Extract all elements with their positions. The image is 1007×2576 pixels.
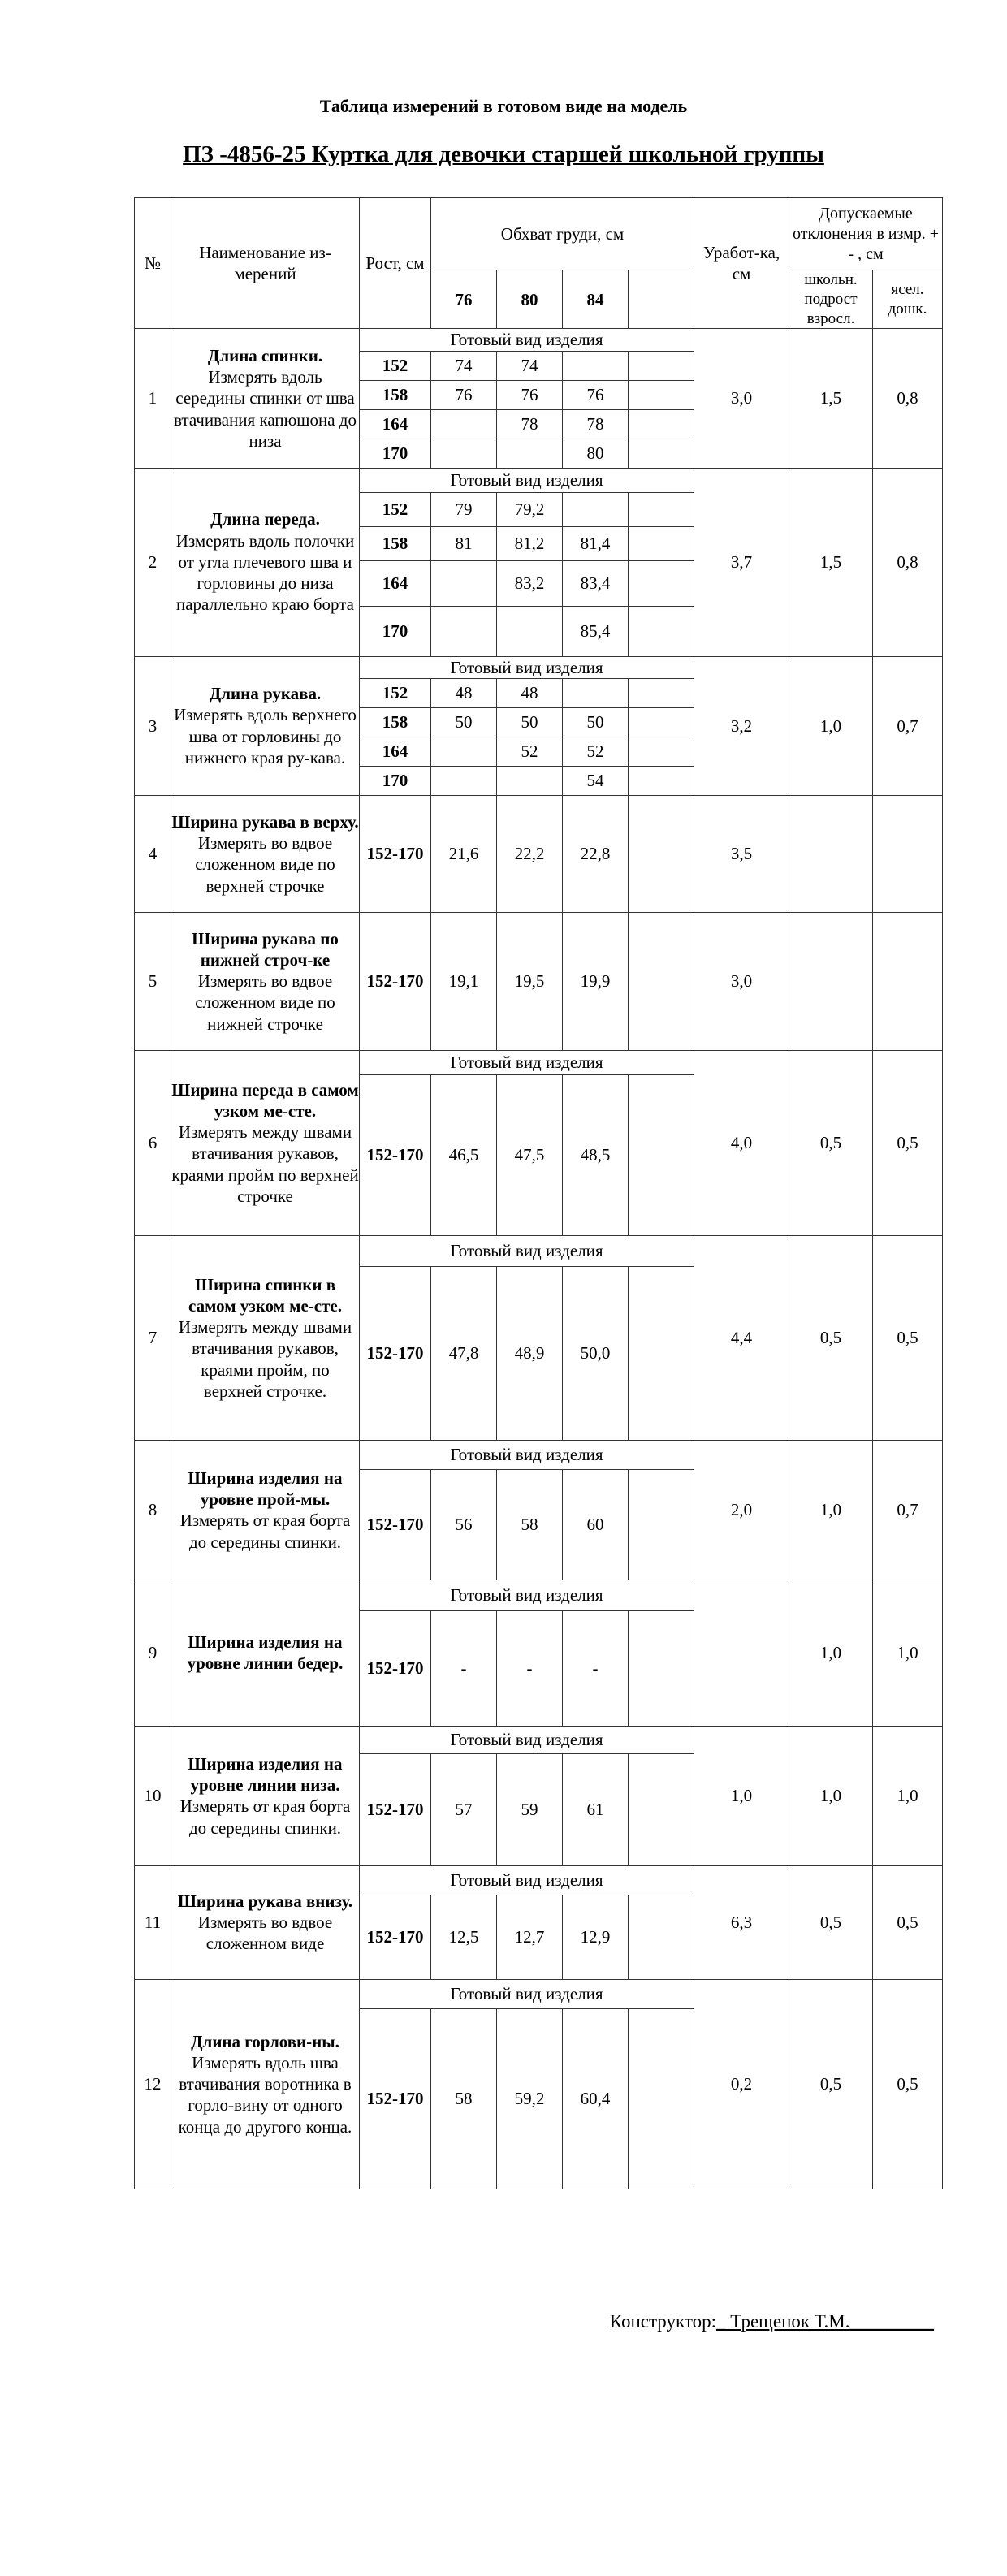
header-chest-size — [629, 270, 694, 329]
measurement-value: 47,8 — [431, 1266, 497, 1440]
measurement-value: 47,5 — [497, 1074, 563, 1235]
header-num: № — [135, 198, 171, 329]
measurement-rows — [135, 329, 943, 2189]
allowance-value: 3,0 — [694, 912, 789, 1050]
height-value: 152-170 — [360, 1074, 431, 1235]
height-value: 152 — [360, 678, 431, 707]
measurement-value — [431, 439, 497, 468]
allowance-value: 3,7 — [694, 468, 789, 656]
tolerance-school-value — [789, 795, 873, 912]
row-number: 6 — [135, 1050, 171, 1235]
row-number: 1 — [135, 329, 171, 468]
measurement-value — [629, 560, 694, 606]
height-value: 164 — [360, 560, 431, 606]
row-number: 11 — [135, 1865, 171, 1979]
measurement-value: 61 — [563, 1753, 629, 1865]
measurement-name — [171, 1050, 360, 1235]
measurement-value — [629, 766, 694, 795]
height-value: 152-170 — [360, 912, 431, 1050]
measurement-value: 46,5 — [431, 1074, 497, 1235]
row-number: 2 — [135, 468, 171, 656]
measurement-value: 50 — [431, 707, 497, 737]
tolerance-school-value: 1,0 — [789, 656, 873, 795]
measurement-title: Ширина рукава по нижней строч-ке — [192, 928, 339, 970]
measurement-value — [629, 351, 694, 380]
measurement-value — [563, 351, 629, 380]
measurement-name — [171, 1235, 360, 1440]
measurement-value: 50,0 — [563, 1266, 629, 1440]
measurement-value — [431, 409, 497, 439]
allowance-value: 0,2 — [694, 1979, 789, 2189]
measurement-title: Ширина изделия на уровне линии низа. — [188, 1753, 343, 1795]
measurement-value: 52 — [497, 737, 563, 766]
measurement-value: 48,5 — [563, 1074, 629, 1235]
header-allowance: Уработ-ка, см — [694, 198, 789, 329]
tolerance-nursery-value: 0,5 — [873, 1979, 943, 2189]
measurement-value — [629, 1895, 694, 1979]
height-value: 152-170 — [360, 1266, 431, 1440]
measurement-value: 57 — [431, 1753, 497, 1865]
measurement-value: 52 — [563, 737, 629, 766]
measurement-value: 78 — [563, 409, 629, 439]
header-chest: Обхват груди, см — [431, 198, 694, 270]
row-number: 5 — [135, 912, 171, 1050]
measurement-instruction: Измерять во вдвое сложенном виде по верхней строчке — [195, 833, 335, 896]
measurement-value — [629, 1266, 694, 1440]
height-value: 170 — [360, 606, 431, 656]
measurement-value — [497, 606, 563, 656]
height-value: 152 — [360, 492, 431, 526]
measurement-value — [497, 766, 563, 795]
document-title-text: ПЗ -4856-25 Куртка для девочки старшей школьной группы — [183, 141, 824, 167]
measurement-name — [171, 468, 360, 656]
allowance-value: 3,2 — [694, 656, 789, 795]
allowance-value: 4,0 — [694, 1050, 789, 1235]
height-value: 152-170 — [360, 1469, 431, 1580]
header-chest-size: 84 — [563, 270, 629, 329]
header-tol-school: школьн. подрост взросл. — [789, 270, 873, 329]
tolerance-nursery-value: 0,8 — [873, 468, 943, 656]
measurement-instruction: Измерять вдоль шва втачивания воротника в горло-вину от одного конца до другого конца. — [178, 2052, 352, 2137]
document-heading: Таблица измерений в готовом виде на модель — [319, 96, 688, 116]
tolerance-nursery-value — [873, 912, 943, 1050]
measurement-title: Длина переда. — [210, 509, 320, 529]
measurement-value: 21,6 — [431, 795, 497, 912]
measurement-title: Ширина переда в самом узком ме-сте. — [171, 1079, 359, 1121]
measurement-value — [629, 526, 694, 560]
measurement-value: 54 — [563, 766, 629, 795]
tolerance-school-value: 1,5 — [789, 329, 873, 468]
row-number: 7 — [135, 1235, 171, 1440]
measurement-value — [629, 409, 694, 439]
measurement-instruction: Измерять во вдвое сложенном виде — [197, 1913, 333, 1954]
signature-line — [610, 2311, 934, 2332]
measurement-instruction: Измерять во вдвое сложенном виде по нижней строчке — [195, 971, 335, 1034]
measurement-value: 48 — [497, 678, 563, 707]
measurement-instruction: Измерять вдоль полочки от угла плечевого шва и горловины до низа параллельно краю борта — [175, 530, 355, 615]
measurement-value: 19,1 — [431, 912, 497, 1050]
measurement-value — [629, 707, 694, 737]
measurement-title: Длина рукава. — [209, 684, 322, 704]
measurement-value: 60 — [563, 1469, 629, 1580]
measurement-instruction: Измерять от края борта до середины спинки. — [179, 1796, 351, 1838]
measurement-value — [431, 560, 497, 606]
header-chest-size: 80 — [497, 270, 563, 329]
height-value: 152-170 — [360, 1753, 431, 1865]
measurement-title: Ширина рукава внизу. — [177, 1891, 353, 1911]
measurement-name — [171, 329, 360, 468]
tolerance-school-value: 0,5 — [789, 1865, 873, 1979]
allowance-value: 2,0 — [694, 1440, 789, 1580]
measurement-value: 19,5 — [497, 912, 563, 1050]
height-value: 152-170 — [360, 795, 431, 912]
measurement-value — [629, 737, 694, 766]
measurement-value: 78 — [497, 409, 563, 439]
tolerance-school-value: 1,0 — [789, 1440, 873, 1580]
measurement-value: 12,7 — [497, 1895, 563, 1979]
tolerance-nursery-value: 0,5 — [873, 1865, 943, 1979]
height-value: 170 — [360, 439, 431, 468]
measurement-value: - — [431, 1610, 497, 1726]
measurement-value — [629, 2008, 694, 2189]
measurement-value: 81,4 — [563, 526, 629, 560]
measurement-value: 79,2 — [497, 492, 563, 526]
document-title — [0, 141, 1007, 168]
measurement-value — [431, 737, 497, 766]
row-number: 4 — [135, 795, 171, 912]
finished-view-label: Готовый вид изделия — [360, 1865, 694, 1895]
finished-view-label: Готовый вид изделия — [360, 1440, 694, 1469]
measurement-title: Ширина изделия на уровне прой-мы. — [188, 1467, 343, 1509]
measurement-value: 12,5 — [431, 1895, 497, 1979]
height-value: 158 — [360, 526, 431, 560]
allowance-value: 1,0 — [694, 1726, 789, 1865]
measurement-value — [563, 492, 629, 526]
finished-view-label: Готовый вид изделия — [360, 1235, 694, 1266]
row-number: 3 — [135, 656, 171, 795]
signature-label: Конструктор: — [609, 2311, 717, 2332]
measurement-title: Ширина рукава в верху. — [171, 811, 359, 832]
measurement-title: Длина спинки. — [207, 345, 323, 365]
measurement-value — [629, 606, 694, 656]
measurement-value: 50 — [563, 707, 629, 737]
measurement-value — [629, 1469, 694, 1580]
measurement-value: 22,2 — [497, 795, 563, 912]
measurement-value: 85,4 — [563, 606, 629, 656]
allowance-value: 3,0 — [694, 329, 789, 468]
measurement-value: 80 — [563, 439, 629, 468]
measurement-value — [629, 678, 694, 707]
measurement-value: - — [497, 1610, 563, 1726]
measurement-instruction: Измерять между швами втачивания рукавов, краями пройм по верхней строчке — [171, 1122, 359, 1206]
tolerance-nursery-value: 0,7 — [873, 656, 943, 795]
row-number: 12 — [135, 1979, 171, 2189]
header-tolerance: Допускаемые отклонения в измр. + - , см — [789, 198, 943, 270]
measurement-instruction: Измерять вдоль верхнего шва от горловины до нижнего края ру-кава. — [174, 705, 357, 767]
allowance-value — [694, 1580, 789, 1726]
signature-name: _ Трещенок Т.М._________ — [716, 2311, 934, 2332]
tolerance-school-value: 1,0 — [789, 1726, 873, 1865]
measurement-value — [629, 492, 694, 526]
tolerance-school-value: 1,0 — [789, 1580, 873, 1726]
header-chest-size: 76 — [431, 270, 497, 329]
height-value: 152 — [360, 351, 431, 380]
measurement-value: 59,2 — [497, 2008, 563, 2189]
height-value: 152-170 — [360, 2008, 431, 2189]
measurement-value: 83,4 — [563, 560, 629, 606]
height-value: 152-170 — [360, 1610, 431, 1726]
measurement-name — [171, 1580, 360, 1726]
measurement-value: 60,4 — [563, 2008, 629, 2189]
measurement-value: 48 — [431, 678, 497, 707]
measurement-value: 58 — [497, 1469, 563, 1580]
tolerance-nursery-value: 1,0 — [873, 1580, 943, 1726]
measurement-value: 79 — [431, 492, 497, 526]
measurement-name — [171, 1979, 360, 2189]
tolerance-school-value: 0,5 — [789, 1050, 873, 1235]
row-number: 10 — [135, 1726, 171, 1865]
measurement-name — [171, 1865, 360, 1979]
measurement-instruction: Измерять от края борта до середины спинки. — [179, 1511, 351, 1552]
measurement-value: 81 — [431, 526, 497, 560]
height-value: 164 — [360, 737, 431, 766]
finished-view-label: Готовый вид изделия — [360, 329, 694, 351]
height-value: 152-170 — [360, 1895, 431, 1979]
tolerance-school-value: 0,5 — [789, 1235, 873, 1440]
finished-view-label: Готовый вид изделия — [360, 468, 694, 492]
measurement-value — [629, 1610, 694, 1726]
measurement-value: 19,9 — [563, 912, 629, 1050]
height-value: 158 — [360, 380, 431, 409]
tolerance-school-value — [789, 912, 873, 1050]
measurement-instruction: Измерять между швами втачивания рукавов, краями пройм, по верхней строчке. — [178, 1317, 352, 1401]
measurement-value — [629, 795, 694, 912]
measurement-title: Ширина изделия на уровне линии бедер. — [187, 1632, 344, 1674]
measurement-name — [171, 1726, 360, 1865]
tolerance-nursery-value — [873, 795, 943, 912]
measurement-value — [629, 1074, 694, 1235]
measurement-value: 76 — [497, 380, 563, 409]
tolerance-nursery-value: 0,7 — [873, 1440, 943, 1580]
measurement-value: 74 — [431, 351, 497, 380]
finished-view-label: Готовый вид изделия — [360, 1050, 694, 1074]
measurement-name — [171, 795, 360, 912]
measurement-value: 50 — [497, 707, 563, 737]
measurement-value: 76 — [431, 380, 497, 409]
measurement-name — [171, 912, 360, 1050]
measurement-title: Ширина спинки в самом узком ме-сте. — [188, 1274, 342, 1316]
finished-view-label: Готовый вид изделия — [360, 1979, 694, 2008]
tolerance-school-value: 1,5 — [789, 468, 873, 656]
row-number: 9 — [135, 1580, 171, 1726]
measurement-title: Длина горлови-ны. — [191, 2031, 339, 2051]
tolerance-nursery-value: 1,0 — [873, 1726, 943, 1865]
measurement-value — [563, 678, 629, 707]
measurement-value: 59 — [497, 1753, 563, 1865]
tolerance-school-value: 0,5 — [789, 1979, 873, 2189]
tolerance-nursery-value: 0,5 — [873, 1235, 943, 1440]
measurement-name — [171, 656, 360, 795]
height-value: 158 — [360, 707, 431, 737]
measurement-value — [497, 439, 563, 468]
allowance-value: 4,4 — [694, 1235, 789, 1440]
height-value: 170 — [360, 766, 431, 795]
header-height: Рост, см — [360, 198, 431, 329]
header-name: Наименование из-мерений — [171, 198, 360, 329]
finished-view-label: Готовый вид изделия — [360, 1580, 694, 1610]
measurement-value: 83,2 — [497, 560, 563, 606]
measurement-instruction: Измерять вдоль середины спинки от шва втачивания капюшона до низа — [174, 367, 357, 451]
measurement-value: 58 — [431, 2008, 497, 2189]
measurement-value — [629, 380, 694, 409]
measurement-value: 76 — [563, 380, 629, 409]
measurement-value: 12,9 — [563, 1895, 629, 1979]
measurement-value: 56 — [431, 1469, 497, 1580]
allowance-value: 3,5 — [694, 795, 789, 912]
measurement-value: - — [563, 1610, 629, 1726]
measurement-value: 81,2 — [497, 526, 563, 560]
measurement-value: 74 — [497, 351, 563, 380]
measurement-value — [629, 439, 694, 468]
row-number: 8 — [135, 1440, 171, 1580]
allowance-value: 6,3 — [694, 1865, 789, 1979]
measurement-value — [629, 912, 694, 1050]
measurement-value: 48,9 — [497, 1266, 563, 1440]
measurement-value — [431, 766, 497, 795]
tolerance-nursery-value: 0,8 — [873, 329, 943, 468]
finished-view-label: Готовый вид изделия — [360, 1726, 694, 1753]
measurement-table — [134, 197, 943, 2189]
finished-view-label: Готовый вид изделия — [360, 656, 694, 678]
height-value: 164 — [360, 409, 431, 439]
header-tol-nursery: ясел. дошк. — [873, 270, 943, 329]
measurement-value: 22,8 — [563, 795, 629, 912]
measurement-value — [629, 1753, 694, 1865]
tolerance-nursery-value: 0,5 — [873, 1050, 943, 1235]
measurement-name — [171, 1440, 360, 1580]
measurement-value — [431, 606, 497, 656]
